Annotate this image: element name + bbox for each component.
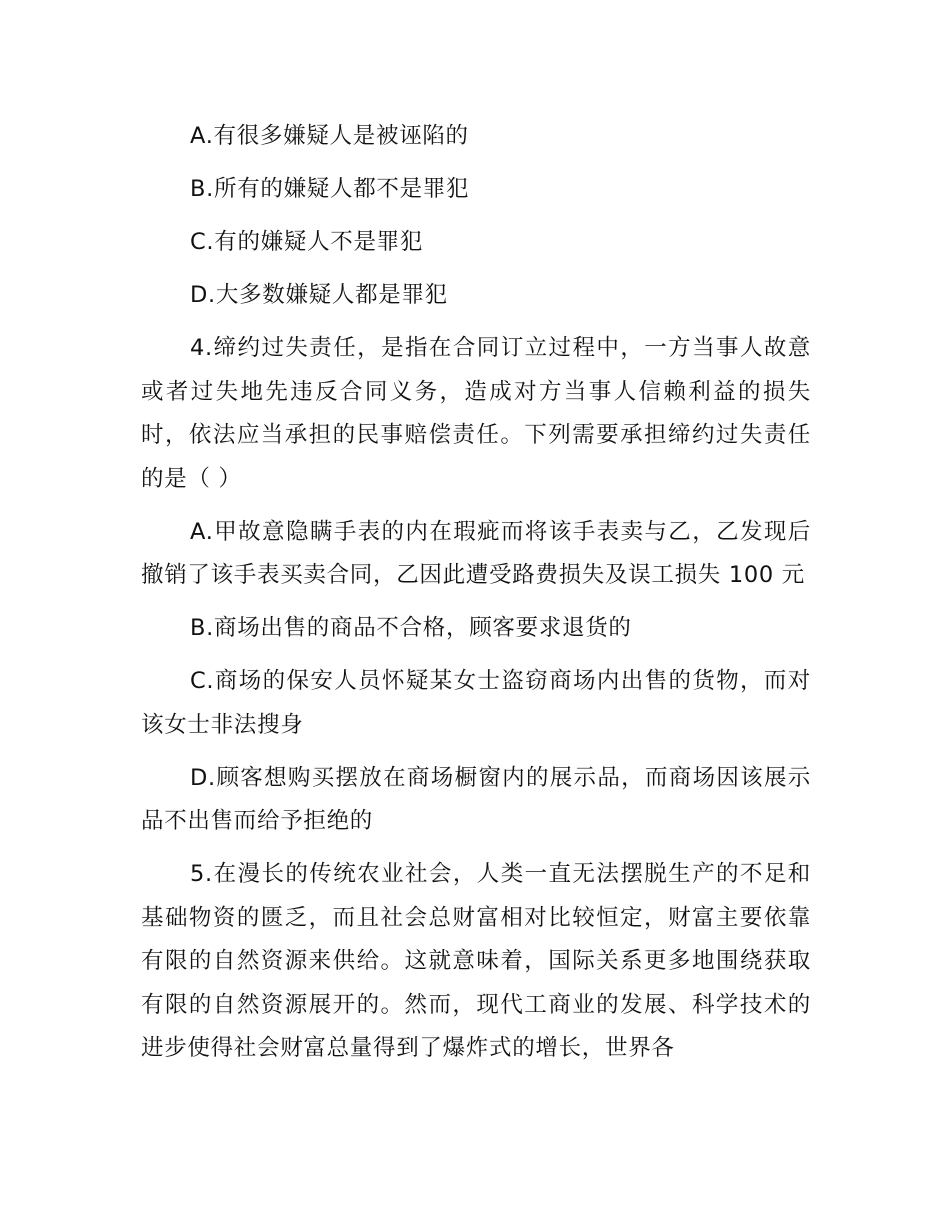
q4-option-b: B.商场出售的商品不合格，顾客要求退货的 bbox=[190, 615, 632, 641]
q3-option-d: D.大多数嫌疑人都是罪犯 bbox=[190, 282, 448, 308]
q3-option-b: B.所有的嫌疑人都不是罪犯 bbox=[190, 176, 470, 202]
q4-stem: 4.缔约过失责任，是指在合同订立过程中，一方当事人故意或者过失地先违反合同义务，造成对方当事人信赖利益的损失时，依法应当承担的民事赔偿责任。下列需要承担缔约过失责任的是（ ） bbox=[141, 335, 811, 492]
q3-option-c: C.有的嫌疑人不是罪犯 bbox=[190, 229, 424, 255]
q4-option-c: C.商场的保安人员怀疑某女士盗窃商场内出售的货物，而对该女士非法搜身 bbox=[141, 668, 811, 738]
document-body bbox=[141, 115, 811, 1080]
q3-option-a: A.有很多嫌疑人是被诬陷的 bbox=[190, 123, 469, 149]
q4-option-a: A.甲故意隐瞒手表的内在瑕疵而将该手表卖与乙，乙发现后撤销了该手表买卖合同，乙因此遭受路费损失及误工损失 100 元 bbox=[141, 518, 811, 588]
q4-option-d: D.顾客想购买摆放在商场橱窗内的展示品，而商场因该展示品不出售而给予拒绝的 bbox=[141, 764, 811, 834]
q5-stem: 5.在漫长的传统农业社会，人类一直无法摆脱生产的不足和基础物资的匮乏，而且社会总财富相对比较恒定，财富主要依靠有限的自然资源来供给。这就意味着，国际关系更多地围绕获取有限的自然资源展开的。然而，现代工商业的发展、科学技术的进步使得社会财富总量得到了爆炸式的增长，世界各 bbox=[141, 861, 811, 1061]
